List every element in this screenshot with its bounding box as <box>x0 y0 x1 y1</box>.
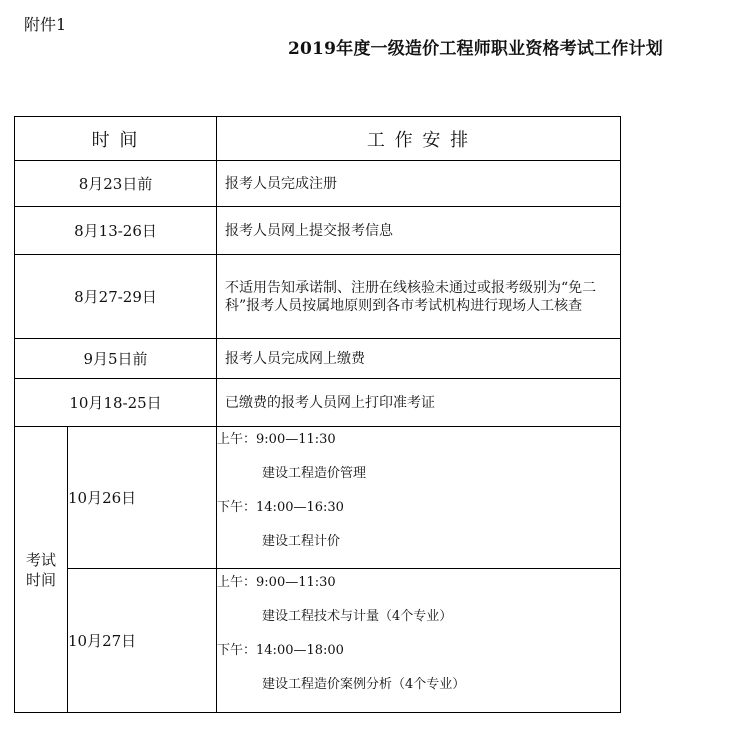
table-row <box>15 255 621 339</box>
am-time: 上午：9:00—11:30 <box>217 574 336 590</box>
am-time: 上午：9:00—11:30 <box>217 431 336 447</box>
table-row <box>15 161 621 207</box>
exam-label-line1: 考试 <box>25 550 56 569</box>
exam-day-row <box>15 427 621 569</box>
row-time: 9月5日前 <box>15 339 217 379</box>
pm-subject: 建设工程造价案例分析（4个专业） <box>262 676 466 692</box>
exam-time-label <box>15 427 68 713</box>
table-row <box>15 207 621 255</box>
table-row <box>15 339 621 379</box>
exam-date: 10月26日 <box>68 427 217 569</box>
row-work: 不适用告知承诺制、注册在线核验未通过或报考级别为“免二科”报考人员按属地原则到各市考试机构进行现场人工核查 <box>217 255 621 339</box>
exam-session <box>217 569 621 713</box>
exam-label-line2: 时间 <box>25 570 56 589</box>
row-work: 报考人员完成网上缴费 <box>217 339 621 379</box>
row-work: 已缴费的报考人员网上打印准考证 <box>217 379 621 427</box>
exam-day-row <box>15 569 621 713</box>
exam-date: 10月27日 <box>68 569 217 713</box>
document-title: 2019年度一级造价工程师职业资格考试工作计划 <box>288 39 663 59</box>
am-subject: 建设工程技术与计量（4个专业） <box>262 608 453 624</box>
am-subject: 建设工程造价管理 <box>262 465 367 481</box>
table-row <box>15 379 621 427</box>
table-header-row <box>15 117 621 161</box>
pm-subject: 建设工程计价 <box>262 533 341 549</box>
schedule-table <box>14 116 621 713</box>
row-time: 10月18-25日 <box>15 379 217 427</box>
pm-time: 下午：14:00—18:00 <box>217 642 344 658</box>
header-work: 工 作 安 排 <box>217 117 621 161</box>
row-time: 8月13-26日 <box>15 207 217 255</box>
attachment-label: 附件1 <box>24 15 67 34</box>
row-time: 8月23日前 <box>15 161 217 207</box>
row-work: 报考人员完成注册 <box>217 161 621 207</box>
row-time: 8月27-29日 <box>15 255 217 339</box>
exam-session <box>217 427 621 569</box>
header-time: 时 间 <box>15 117 217 161</box>
row-work: 报考人员网上提交报考信息 <box>217 207 621 255</box>
pm-time: 下午：14:00—16:30 <box>217 499 344 515</box>
